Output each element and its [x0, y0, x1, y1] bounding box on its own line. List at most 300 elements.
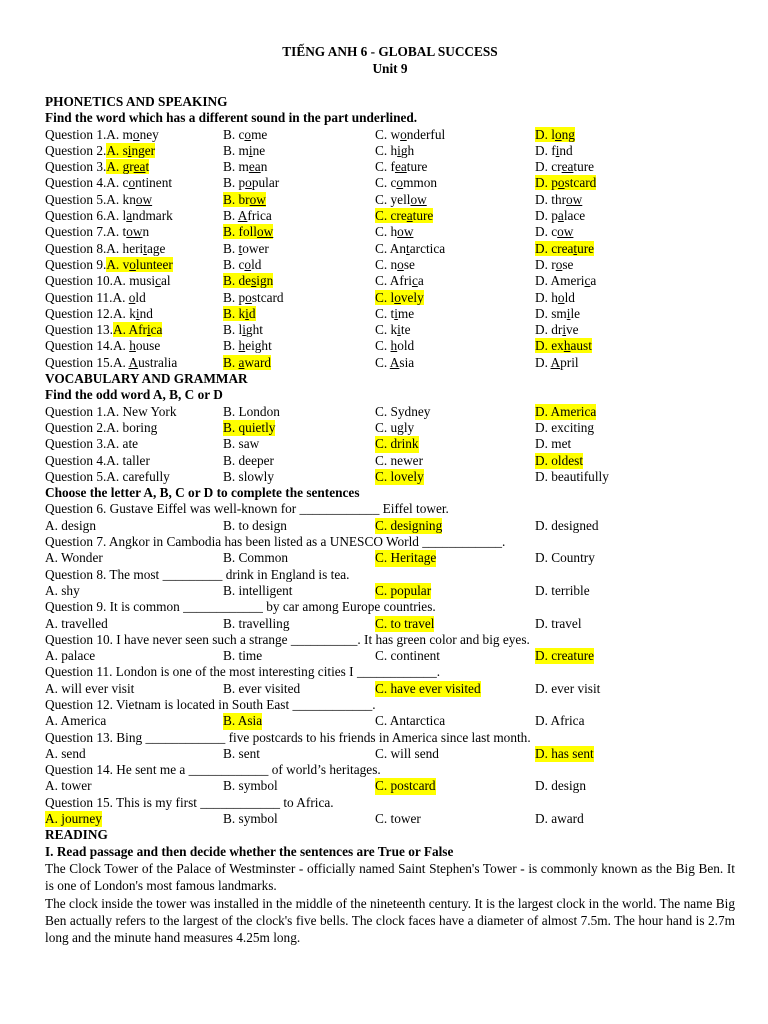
option-word	[535, 241, 594, 256]
word-part: Question 12.A. k	[45, 305, 136, 321]
phonetics-question-row	[45, 175, 735, 191]
choose-instruction: Choose the letter A, B, C or D to complete the sentences	[45, 485, 360, 501]
option-b	[223, 159, 267, 175]
word-part: aust	[570, 338, 592, 354]
option-word	[223, 192, 266, 207]
underlined-sound: t	[573, 240, 578, 256]
word-part: ght	[245, 322, 263, 338]
underlined-sound: i	[248, 142, 253, 158]
option-word	[375, 192, 427, 207]
odd-word-question-row	[45, 404, 735, 420]
word-part: gh	[400, 142, 415, 158]
word-part: se	[562, 256, 574, 272]
underlined-sound: i	[566, 305, 571, 321]
option-word	[535, 306, 580, 321]
underlined-sound: o	[557, 175, 565, 191]
option-a	[45, 322, 162, 338]
word-part: nd	[139, 305, 153, 321]
word-part: D. r	[535, 256, 556, 272]
option-d: D. travel	[535, 615, 582, 631]
option-word	[535, 257, 573, 272]
word-part: C.	[375, 354, 390, 370]
option-word	[223, 257, 261, 272]
word-part: B. p	[223, 175, 246, 191]
phonetics-instruction: Find the word which has a different sound in the part underlined.	[45, 110, 418, 126]
word-part: D. h	[535, 289, 558, 305]
answer-options-row	[45, 583, 735, 599]
option-d	[535, 273, 596, 289]
option-d	[535, 290, 575, 306]
option-b	[223, 192, 266, 208]
option-d	[535, 127, 575, 143]
word-part: nger	[131, 142, 156, 158]
option-word	[223, 290, 284, 305]
phonetics-question-row	[45, 143, 735, 159]
option-word	[375, 338, 414, 353]
option-a	[45, 338, 160, 354]
underlined-sound: A	[389, 354, 400, 370]
option-b	[223, 224, 273, 240]
phonetics-question-row	[45, 127, 735, 143]
word-part: D. ex	[535, 338, 564, 354]
phonetics-question-list	[45, 127, 735, 371]
word-part: C. l	[375, 289, 395, 305]
word-part: Question 10.A. musi	[45, 273, 156, 289]
option-word	[106, 159, 149, 174]
option-c	[375, 175, 437, 191]
question-stem: Question 10. I have never seen such a strange __________. It has green color and big eyes.	[45, 631, 530, 647]
word-part: ntinent	[135, 175, 173, 191]
option-b: B. London	[223, 403, 280, 419]
answer-options-row	[45, 713, 735, 729]
option-b	[223, 306, 256, 322]
option-c	[375, 355, 414, 371]
option-c	[375, 273, 424, 289]
word-part: B. m	[223, 142, 249, 158]
option-a: A. send	[45, 745, 86, 761]
option-b: B. symbol	[223, 811, 278, 827]
word-part: ustralia	[138, 354, 178, 370]
underlined-sound: ow	[410, 191, 427, 207]
word-part: B. m	[223, 159, 249, 175]
underlined-sound: h	[129, 338, 136, 354]
option-d	[535, 192, 582, 208]
option-c: C. will send	[375, 745, 439, 761]
word-part: B.	[223, 338, 239, 354]
option-word	[223, 355, 271, 370]
vocab-heading: VOCABULARY AND GRAMMAR	[45, 371, 248, 387]
underlined-sound: a	[557, 208, 564, 224]
option-b: B. slowly	[223, 468, 274, 484]
option-d	[535, 159, 594, 175]
word-part: C. cre	[375, 208, 407, 224]
option-word	[375, 208, 433, 223]
word-part: te	[400, 322, 411, 338]
option-c	[375, 143, 414, 159]
option-c	[375, 192, 427, 208]
underlined-sound: ow	[566, 191, 583, 207]
option-c	[375, 322, 410, 338]
option-c: C. drink	[375, 436, 419, 452]
underlined-sound: A	[550, 354, 561, 370]
unit-label: Unit 9	[372, 60, 408, 76]
word-part: n	[260, 159, 268, 175]
word-part: age	[146, 240, 166, 256]
reading-paragraph-1: The Clock Tower of the Palace of Westminster - officially named Saint Stephen's Tower - is commonly known as the Big Ben. It is one of London's most famous landmarks.	[45, 860, 735, 894]
phonetics-question-row	[45, 192, 735, 208]
word-part: sia	[399, 354, 415, 370]
underlined-sound: a	[238, 354, 245, 370]
word-part: nderful	[406, 126, 446, 142]
word-part: ower	[242, 240, 269, 256]
option-a: Question 3.A. ate	[45, 436, 139, 452]
answer-options-row	[45, 778, 735, 794]
word-part: C. Afri	[375, 273, 412, 289]
word-part: Question 6.A. l	[45, 208, 127, 224]
word-part: D. l	[535, 126, 555, 142]
question-stem: Question 14. He sent me a ____________ of world’s heritages.	[45, 762, 381, 778]
word-part: Question 4.A. c	[45, 175, 129, 191]
question-number: Question 3.	[45, 159, 107, 175]
option-a: A. America	[45, 713, 107, 729]
option-word	[45, 338, 160, 353]
underlined-sound: ea	[394, 159, 407, 175]
underlined-sound: ow	[126, 224, 143, 240]
option-word	[45, 208, 173, 223]
option-word	[45, 241, 165, 256]
option-c: C. lovely	[375, 468, 424, 484]
underlined-sound: c	[411, 273, 418, 289]
underlined-sound: ea	[133, 159, 146, 175]
word-part: me	[397, 305, 415, 321]
word-part: mmon	[403, 175, 438, 191]
word-part: B. de	[223, 273, 252, 289]
word-part: a	[590, 273, 597, 289]
word-part: ve	[566, 322, 579, 338]
option-d	[535, 306, 580, 322]
option-word	[535, 355, 579, 370]
word-part: D. crea	[535, 240, 574, 256]
underlined-sound: o	[554, 126, 562, 142]
phonetics-question-row	[45, 290, 735, 306]
word-part: D. thr	[535, 191, 567, 207]
option-c: C. continent	[375, 648, 440, 664]
option-d: D. Country	[535, 550, 595, 566]
choose-question-list	[45, 501, 735, 827]
word-part: Question 1.A. m	[45, 126, 133, 142]
option-d: D. creature	[535, 648, 595, 664]
option-word	[223, 273, 273, 288]
word-part: ld	[251, 256, 262, 272]
underlined-sound: i	[242, 322, 246, 338]
option-word	[375, 322, 410, 337]
option-b: B. sent	[223, 745, 260, 761]
document-title: TIẾNG ANH 6 - GLOBAL SUCCESS	[282, 44, 498, 59]
underlined-sound: i	[562, 322, 567, 338]
word-part: B.	[223, 208, 238, 224]
option-a: A. journey	[45, 811, 102, 827]
option-d	[535, 322, 579, 338]
phonetics-question-row	[45, 159, 735, 175]
word-part: ture	[573, 159, 595, 175]
odd-word-question-list	[45, 404, 735, 485]
option-word	[45, 192, 152, 207]
option-b: B. intelligent	[223, 582, 293, 598]
phonetics-question-row	[45, 208, 735, 224]
option-b: B. ever visited	[223, 680, 301, 696]
reading-instruction: I. Read passage and then decide whether the sentences are True or False	[45, 843, 454, 859]
option-word	[535, 208, 585, 223]
word-part: ure	[577, 240, 595, 256]
word-part: stcard	[564, 175, 597, 191]
underlined-sound: t	[143, 240, 147, 256]
option-a: A. Wonder	[45, 550, 103, 566]
option-c	[375, 290, 424, 306]
word-part: D. cr	[535, 159, 562, 175]
word-part: al	[160, 273, 171, 289]
underlined-sound: h	[563, 338, 571, 354]
option-b: B. Asia	[223, 713, 263, 729]
option-a: Question 5.A. carefully	[45, 468, 170, 484]
word-part: A. gr	[106, 159, 134, 175]
option-d: D. beautifully	[535, 468, 609, 484]
option-c: C. newer	[375, 452, 423, 468]
option-a	[45, 306, 153, 322]
option-word	[535, 143, 573, 158]
option-word	[223, 143, 265, 158]
underlined-sound: c	[584, 273, 591, 289]
word-part: D. p	[535, 175, 558, 191]
underlined-sound: o	[245, 289, 252, 305]
word-part: Question 7.A. t	[45, 224, 127, 240]
underlined-sound: i	[394, 305, 398, 321]
option-a	[45, 159, 149, 175]
option-b: B. quietly	[223, 419, 276, 435]
word-part: B. p	[223, 289, 246, 305]
word-part: A. Afr	[112, 322, 147, 338]
word-part: D. Ameri	[535, 273, 585, 289]
word-part: B. c	[223, 126, 245, 142]
option-b	[223, 257, 261, 273]
word-part: B. c	[223, 256, 245, 272]
word-part: ign	[256, 273, 274, 289]
word-part: se	[403, 256, 415, 272]
word-part: ca	[150, 322, 163, 338]
option-c: C. ugly	[375, 419, 415, 435]
option-word	[375, 127, 445, 142]
option-word	[535, 175, 596, 190]
option-word	[223, 241, 269, 256]
option-c: C. Sydney	[375, 403, 431, 419]
answer-options-row	[45, 811, 735, 827]
underlined-sound: i	[397, 322, 401, 338]
option-word	[375, 143, 414, 158]
option-word	[375, 241, 445, 256]
underlined-sound: a	[406, 208, 413, 224]
word-part: B. foll	[223, 224, 257, 240]
option-word	[223, 338, 272, 353]
option-d	[535, 143, 573, 159]
phonetics-question-row	[45, 306, 735, 322]
option-c: C. postcard	[375, 778, 436, 794]
word-part: D. dr	[535, 322, 563, 338]
option-c	[375, 257, 415, 273]
underlined-sound: h	[238, 338, 246, 354]
option-d	[535, 224, 573, 240]
option-word	[535, 192, 582, 207]
question-stem: Question 12. Vietnam is located in South East ____________.	[45, 696, 376, 712]
word-part: ne	[252, 142, 266, 158]
reading-heading: READING	[45, 827, 108, 843]
option-word	[45, 290, 146, 305]
option-word	[535, 338, 592, 353]
question-stem: Question 7. Angkor in Cambodia has been listed as a UNESCO World ____________.	[45, 534, 506, 550]
option-d: D. America	[535, 403, 597, 419]
option-c	[375, 224, 413, 240]
option-word	[375, 175, 437, 190]
option-a	[45, 143, 155, 159]
option-word	[375, 224, 413, 239]
underlined-sound: A	[128, 354, 139, 370]
option-a	[45, 257, 173, 273]
option-d	[535, 241, 594, 257]
underlined-sound: i	[555, 142, 560, 158]
option-a: Question 2.A. boring	[45, 419, 158, 435]
phonetics-question-row	[45, 355, 735, 371]
option-a: A. shy	[45, 582, 80, 598]
word-part: ney	[139, 126, 159, 142]
option-d	[535, 338, 592, 354]
odd-word-instruction: Find the odd word A, B, C or D	[45, 387, 223, 403]
answer-options-row	[45, 681, 735, 697]
option-b	[223, 175, 279, 191]
word-part: Question 14.A.	[45, 338, 130, 354]
word-part: ld	[135, 289, 146, 305]
underlined-sound: t	[238, 240, 243, 256]
option-a: A. travelled	[45, 615, 108, 631]
underlined-sound: ow	[256, 224, 274, 240]
phonetics-question-row	[45, 273, 735, 289]
underlined-sound: i	[146, 322, 151, 338]
option-word	[223, 208, 272, 223]
word-part: A. s	[106, 142, 128, 158]
option-c	[375, 338, 414, 354]
option-a	[45, 224, 149, 240]
option-c	[375, 306, 414, 322]
underlined-sound: o	[132, 126, 140, 142]
option-b: B. to design	[223, 517, 287, 533]
option-b	[223, 208, 272, 224]
option-b	[223, 241, 269, 257]
word-part: ward	[244, 354, 272, 370]
option-word	[375, 290, 424, 305]
word-part: ng	[561, 126, 575, 142]
option-a	[45, 175, 172, 191]
underlined-sound: ow	[249, 191, 266, 207]
answer-options-row	[45, 648, 735, 664]
word-part: ture	[412, 208, 434, 224]
option-word	[535, 224, 573, 239]
word-part: C. t	[375, 305, 395, 321]
option-word	[45, 224, 149, 239]
phonetics-heading: PHONETICS AND SPEAKING	[45, 94, 228, 109]
option-a: A. palace	[45, 648, 96, 664]
option-word	[223, 127, 267, 142]
option-a	[45, 273, 171, 289]
underlined-sound: h	[390, 338, 398, 354]
option-word	[535, 273, 596, 288]
word-part: C. f	[375, 159, 395, 175]
word-part: B.	[223, 240, 239, 256]
underlined-sound: o	[394, 289, 401, 305]
word-part: Question 8.A. heri	[45, 240, 144, 256]
underlined-sound: ea	[248, 159, 261, 175]
option-d	[535, 208, 585, 224]
option-word	[375, 306, 414, 321]
option-word	[45, 306, 153, 321]
word-part: C.	[375, 338, 391, 354]
option-word	[375, 257, 415, 272]
option-c: C. popular	[375, 582, 432, 598]
option-d	[535, 257, 573, 273]
option-word	[45, 127, 159, 142]
option-d: D. oldest	[535, 452, 584, 468]
question-stem: Question 15. This is my first ____________ to Africa.	[45, 794, 334, 810]
option-word	[375, 159, 427, 174]
option-c: C. designing	[375, 517, 443, 533]
word-part: D. c	[535, 224, 558, 240]
option-a	[45, 127, 159, 143]
option-b: B. symbol	[223, 778, 278, 794]
option-c	[375, 159, 427, 175]
option-b: B. deeper	[223, 452, 274, 468]
option-b: B. saw	[223, 436, 260, 452]
underlined-sound: t	[406, 240, 410, 256]
option-c: C. to travel	[375, 615, 435, 631]
question-stem: Question 11. London is one of the most interesting cities I ____________.	[45, 664, 441, 680]
option-word	[535, 290, 575, 305]
option-a	[45, 290, 146, 306]
word-part: stcard	[251, 289, 284, 305]
underlined-sound: o	[396, 175, 404, 191]
option-d: D. met	[535, 436, 572, 452]
option-b	[223, 355, 271, 371]
underlined-sound: A	[237, 208, 248, 224]
word-part: D.	[535, 354, 551, 370]
question-stem: Question 8. The most _________ drink in England is tea.	[45, 566, 350, 582]
answer-options-row	[45, 616, 735, 632]
phonetics-question-row	[45, 224, 735, 240]
underlined-sound: o	[245, 175, 252, 191]
answer-options-row	[45, 746, 735, 762]
option-word	[535, 322, 579, 337]
underlined-sound: a	[126, 208, 133, 224]
underlined-sound: o	[128, 289, 136, 305]
word-part: B. br	[223, 191, 250, 207]
word-part: D. f	[535, 142, 556, 158]
question-stem: Question 9. It is common ____________ by car among Europe countries.	[45, 599, 436, 615]
underlined-sound: o	[244, 126, 252, 142]
word-part: nd	[559, 142, 573, 158]
option-a: Question 4.A. taller	[45, 452, 150, 468]
option-a	[45, 355, 177, 371]
underlined-sound: s	[251, 273, 257, 289]
word-part: C. h	[375, 224, 398, 240]
option-word	[223, 159, 267, 174]
option-a: A. design	[45, 517, 96, 533]
worksheet-page	[45, 44, 735, 946]
underlined-sound: i	[397, 142, 401, 158]
